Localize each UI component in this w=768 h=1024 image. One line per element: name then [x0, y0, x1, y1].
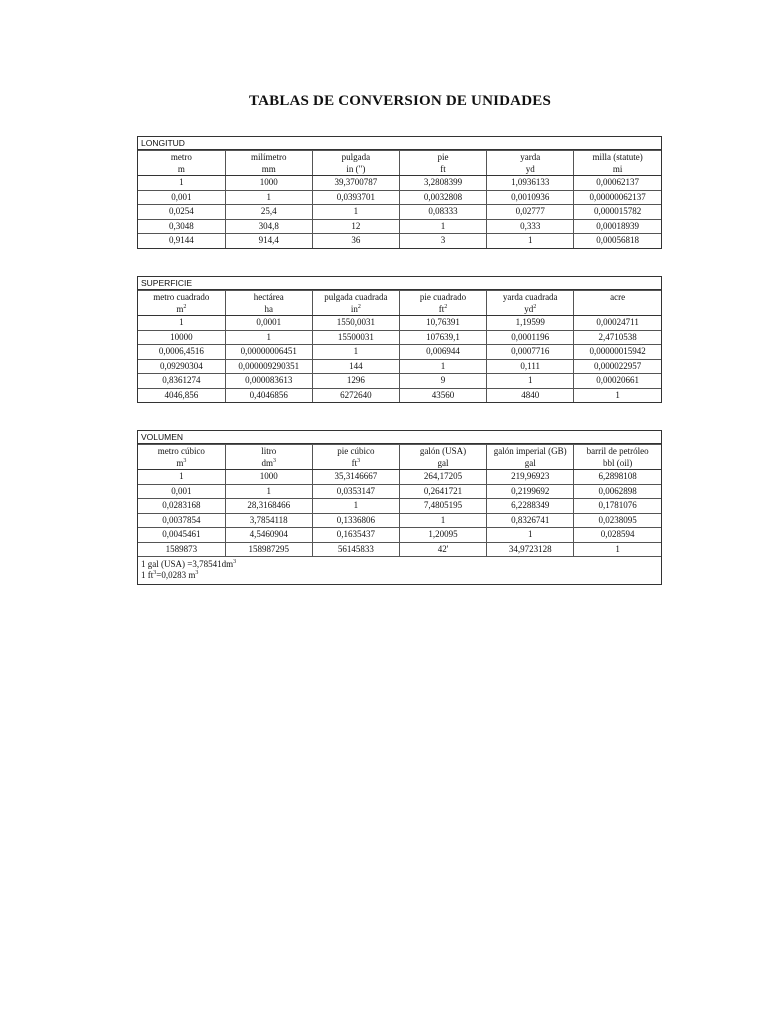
table-cell: 0,000083613 — [225, 374, 312, 389]
column-header-unit — [400, 457, 486, 469]
table-cell: 0,00020661 — [574, 374, 661, 389]
table-row — [138, 330, 661, 345]
column-header-unit — [487, 163, 573, 175]
table-cell: 42' — [399, 542, 486, 556]
table-cell: 28,3168466 — [225, 499, 312, 514]
table-cell: 0,08333 — [399, 205, 486, 220]
unit-text: m — [176, 458, 184, 468]
unit-text: ft — [438, 304, 445, 314]
column-header — [574, 151, 661, 176]
unit-exponent: 3 — [357, 458, 361, 464]
table-cell: 0,09290304 — [138, 359, 225, 374]
table-cell: 1 — [138, 176, 225, 191]
table-cell: 1 — [225, 330, 312, 345]
column-header — [225, 445, 312, 470]
unit-text: in — [350, 304, 358, 314]
unit-exponent: 2 — [357, 304, 361, 310]
unit-text: m — [177, 164, 185, 174]
table-cell: 0,001 — [138, 484, 225, 499]
table-cell: 0,000009290351 — [225, 359, 312, 374]
unit-exponent: 3 — [272, 458, 276, 464]
column-header — [312, 445, 399, 470]
table-cell: 914,4 — [225, 234, 312, 248]
column-header-name: pulgada cuadrada — [324, 292, 388, 302]
table-cell: 1 — [399, 219, 486, 234]
column-header-name: galón imperial (GB) — [493, 446, 567, 456]
table-cell: 0,0062898 — [574, 484, 661, 499]
unit-exponent: 3 — [183, 458, 187, 464]
table-cell: 0,00000006451 — [225, 345, 312, 360]
table-cell: 9 — [399, 374, 486, 389]
page-title: TABLAS DE CONVERSION DE UNIDADES — [248, 93, 551, 109]
table-cell: 0,02777 — [487, 205, 574, 220]
table-cell: 1 — [138, 316, 225, 331]
table-cell: 4046,856 — [138, 388, 225, 402]
table-cell: 1589873 — [138, 542, 225, 556]
table-row — [138, 470, 661, 485]
unit-text: in (") — [346, 164, 366, 174]
table-cell: 0,00000015942 — [574, 345, 661, 360]
column-header — [487, 151, 574, 176]
table-cell: 6,2898108 — [574, 470, 661, 485]
column-header-unit — [400, 163, 486, 175]
column-header — [487, 291, 574, 316]
column-header-name: acre — [610, 292, 626, 302]
table-cell: 0,00056818 — [574, 234, 661, 248]
unit-text: yd — [524, 304, 534, 314]
table-cell: 25,4 — [225, 205, 312, 220]
table-cell: 0,2199692 — [487, 484, 574, 499]
column-header-name: yarda — [520, 152, 541, 162]
table-cell: 0,0037854 — [138, 513, 225, 528]
unit-text: gal — [437, 458, 449, 468]
table-cell: 0,333 — [487, 219, 574, 234]
table-cell: 0,0238095 — [574, 513, 661, 528]
unit-text: mm — [261, 164, 276, 174]
table-cell: 1000 — [225, 470, 312, 485]
table-cell: 107639,1 — [399, 330, 486, 345]
column-header-unit — [138, 163, 225, 175]
table-cell: 1 — [487, 234, 574, 248]
superficie-table — [137, 276, 662, 403]
unit-text: yd — [525, 164, 535, 174]
unit-text: ft — [440, 164, 446, 174]
table-cell: 1 — [399, 513, 486, 528]
table-cell: 1 — [312, 345, 399, 360]
column-header-unit — [138, 457, 225, 469]
column-header — [399, 291, 486, 316]
table-cell: 0,8361274 — [138, 374, 225, 389]
table-cell: 144 — [312, 359, 399, 374]
table-cell: 36 — [312, 234, 399, 248]
column-header-name: milla (statute) — [592, 152, 643, 162]
table-cell: 1 — [487, 528, 574, 543]
table-cell: 6,2288349 — [487, 499, 574, 514]
unit-exponent: 2 — [533, 304, 537, 310]
column-header-unit — [574, 163, 661, 175]
table-cell: 1550,0031 — [312, 316, 399, 331]
column-header-unit — [400, 303, 486, 315]
column-header-unit — [574, 457, 661, 469]
table-row — [138, 513, 661, 528]
table-row — [138, 219, 661, 234]
table-cell: 35,3146667 — [312, 470, 399, 485]
table-cell: 39,3700787 — [312, 176, 399, 191]
section-label: VOLUMEN — [138, 431, 661, 444]
table-cell: 1,0936133 — [487, 176, 574, 191]
table-cell: 1,19599 — [487, 316, 574, 331]
table-cell: 34,9723128 — [487, 542, 574, 556]
note-ft3: 1 $ft^3=0,0283$ $m^3$ — [141, 570, 199, 580]
column-header — [312, 151, 399, 176]
table-cell: 0,1336806 — [312, 513, 399, 528]
column-header-unit — [574, 303, 661, 315]
table-cell: 7,4805195 — [399, 499, 486, 514]
column-header — [574, 445, 661, 470]
table-row — [138, 374, 661, 389]
unit-text: m — [176, 304, 184, 314]
table-cell: 0,8326741 — [487, 513, 574, 528]
column-header-unit — [487, 303, 573, 315]
table-row — [138, 542, 661, 556]
column-header-unit — [313, 163, 399, 175]
table-cell: 0,0010936 — [487, 190, 574, 205]
table-cell: 1 — [225, 484, 312, 499]
table-cell: 0,0254 — [138, 205, 225, 220]
table-cell: 1 — [487, 374, 574, 389]
table-cell: 0,000022957 — [574, 359, 661, 374]
table-row — [138, 484, 661, 499]
table-cell: 1 — [225, 190, 312, 205]
column-header-name: litro — [261, 446, 277, 456]
column-header-unit — [226, 163, 312, 175]
column-header — [312, 291, 399, 316]
section-label: SUPERFICIE — [138, 277, 661, 290]
unit-exponent: 2 — [444, 304, 448, 310]
column-header-unit — [487, 457, 573, 469]
table-cell: 0,0032808 — [399, 190, 486, 205]
table-cell: 264,17205 — [399, 470, 486, 485]
column-header — [225, 291, 312, 316]
column-header-name: metro cúbico — [157, 446, 205, 456]
table-cell: 158987295 — [225, 542, 312, 556]
table-cell: 4840 — [487, 388, 574, 402]
table-cell: 1 — [574, 542, 661, 556]
unit-text: ha — [264, 304, 273, 314]
table-row — [138, 234, 661, 248]
column-header-unit — [138, 303, 225, 315]
table-cell: 10,76391 — [399, 316, 486, 331]
table-cell: 1,20095 — [399, 528, 486, 543]
column-header — [399, 151, 486, 176]
column-header-unit — [226, 457, 312, 469]
table-cell: 1296 — [312, 374, 399, 389]
column-header-name: metro cuadrado — [153, 292, 210, 302]
table-cell: 1000 — [225, 176, 312, 191]
table-row — [138, 316, 661, 331]
column-header-name: pie cuadrado — [419, 292, 467, 302]
column-header — [574, 291, 661, 316]
table-cell: 0,1781076 — [574, 499, 661, 514]
note-gal: 1 gal $(USA) =3,78541dm^3$ — [141, 559, 237, 569]
table-cell: 10000 — [138, 330, 225, 345]
table-cell: 0,028594 — [574, 528, 661, 543]
unit-text: dm — [261, 458, 273, 468]
column-header-unit — [313, 457, 399, 469]
table-row — [138, 528, 661, 543]
table-cell: 1 — [312, 499, 399, 514]
column-header-name: milímetro — [250, 152, 287, 162]
table-cell: 0,0393701 — [312, 190, 399, 205]
table-cell: 12 — [312, 219, 399, 234]
column-header-unit — [313, 303, 399, 315]
table-cell: 15500031 — [312, 330, 399, 345]
table-cell: 1 — [138, 470, 225, 485]
table-cell: 0,001 — [138, 190, 225, 205]
table-row — [138, 205, 661, 220]
column-header-name: hectárea — [253, 292, 284, 302]
column-header-name: yarda cuadrada — [502, 292, 558, 302]
table-row — [138, 499, 661, 514]
column-header — [138, 445, 225, 470]
table-cell: 43560 — [399, 388, 486, 402]
table-cell: 0,00000062137 — [574, 190, 661, 205]
table-cell: 0,0001 — [225, 316, 312, 331]
column-header-name: pulgada — [341, 152, 371, 162]
table-cell: 0,0007716 — [487, 345, 574, 360]
table-cell: 3,7854118 — [225, 513, 312, 528]
table-cell: 0,0006,4516 — [138, 345, 225, 360]
table-cell: 0,0045461 — [138, 528, 225, 543]
section-label: LONGITUD — [138, 137, 661, 150]
table-cell: 0,111 — [487, 359, 574, 374]
column-header-unit — [226, 303, 312, 315]
table-cell: 0,00024711 — [574, 316, 661, 331]
column-header — [487, 445, 574, 470]
unit-exponent: 2 — [183, 304, 187, 310]
table-cell: 0,00062137 — [574, 176, 661, 191]
unit-text: bbl (oil) — [603, 458, 633, 468]
table-cell: 0,3048 — [138, 219, 225, 234]
table-cell: 0,0283168 — [138, 499, 225, 514]
table-cell: 56145833 — [312, 542, 399, 556]
column-header — [225, 151, 312, 176]
table-row — [138, 359, 661, 374]
table-cell: 0,4046856 — [225, 388, 312, 402]
table-cell: 0,2641721 — [399, 484, 486, 499]
unit-text: gal — [524, 458, 536, 468]
column-header-name: pie cúbico — [337, 446, 375, 456]
table-cell: 0,9144 — [138, 234, 225, 248]
table-cell: 0,0001196 — [487, 330, 574, 345]
table-cell: 3,2808399 — [399, 176, 486, 191]
table-cell: 0,000015782 — [574, 205, 661, 220]
table-row — [138, 190, 661, 205]
column-header-name: galón (USA) — [419, 446, 467, 456]
table-cell: 0,006944 — [399, 345, 486, 360]
column-header — [399, 445, 486, 470]
longitud-table — [137, 136, 662, 249]
table-cell: 1 — [574, 388, 661, 402]
table-cell: 2,4710538 — [574, 330, 661, 345]
table-cell: 0,00018939 — [574, 219, 661, 234]
column-header-name: barril de petróleo — [586, 446, 649, 456]
column-header-name: metro — [170, 152, 192, 162]
table-cell: 219,96923 — [487, 470, 574, 485]
table-cell: 1 — [312, 205, 399, 220]
column-header-name: pie — [437, 152, 449, 162]
table-cell: 0,1635437 — [312, 528, 399, 543]
table-cell: 1 — [399, 359, 486, 374]
volumen-notes — [138, 556, 661, 584]
table-cell: 3 — [399, 234, 486, 248]
table-cell: 304,8 — [225, 219, 312, 234]
table-row — [138, 345, 661, 360]
table-row — [138, 176, 661, 191]
unit-text: mi — [612, 164, 623, 174]
column-header — [138, 291, 225, 316]
table-cell: 6272640 — [312, 388, 399, 402]
table-cell: 4,5460904 — [225, 528, 312, 543]
unit-text: ft — [351, 458, 358, 468]
column-header — [138, 151, 225, 176]
table-row — [138, 388, 661, 402]
table-cell: 0,0353147 — [312, 484, 399, 499]
volumen-table — [137, 430, 662, 585]
